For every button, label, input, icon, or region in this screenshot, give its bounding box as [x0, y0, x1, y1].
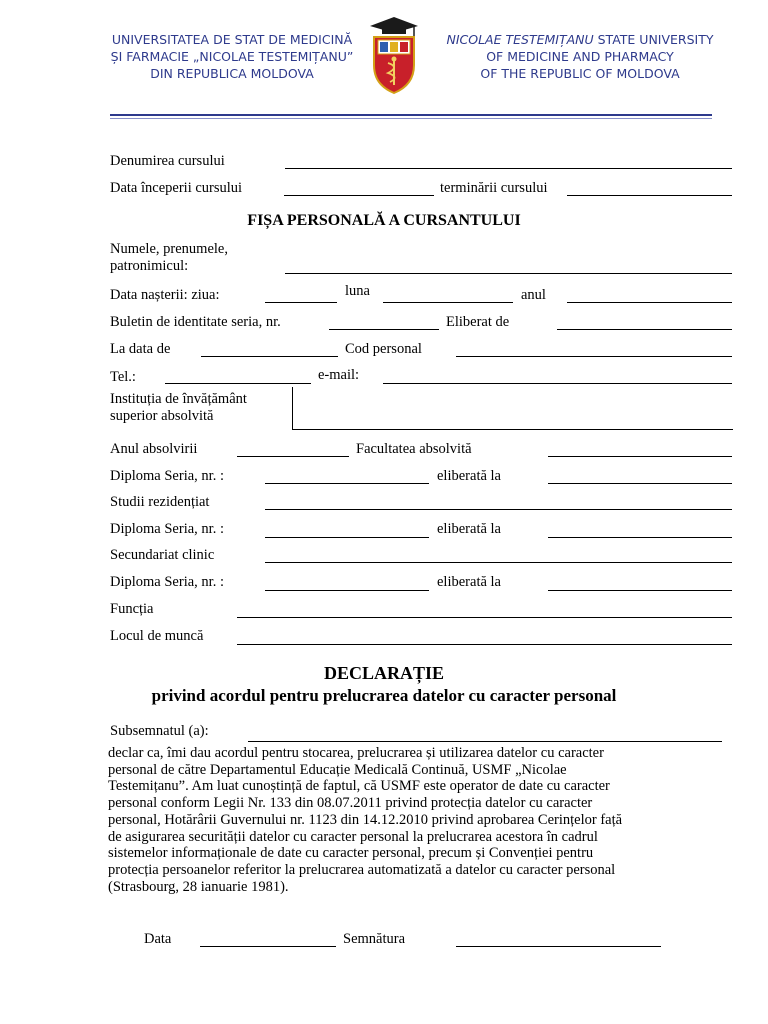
on-date-line[interactable]	[201, 356, 338, 357]
phone-label: Tel.:	[110, 369, 136, 385]
clinical-label: Secundariat clinic	[110, 547, 215, 563]
institution-label: Instituția de învățământ	[110, 391, 247, 407]
faculty-label: Facultatea absolvită	[356, 441, 472, 457]
residency-line[interactable]	[265, 509, 732, 510]
header-right-italic: NICOLAE TESTEMIȚANU	[446, 32, 594, 47]
course-name-line[interactable]	[285, 168, 732, 169]
diploma-label: Diploma Seria, nr. :	[110, 468, 224, 484]
faculty-line[interactable]	[548, 456, 732, 457]
diploma-line[interactable]	[265, 537, 429, 538]
clinical-line[interactable]	[265, 562, 732, 563]
issued-at-label: eliberată la	[437, 574, 501, 590]
declaration-subtitle: privind acordul pentru prelucrarea datelor cu caracter personal	[151, 686, 617, 705]
header-right-rest: STATE UNIVERSITY	[593, 32, 714, 47]
declaration-line: (Strasbourg, 28 ianuarie 1981).	[108, 878, 289, 895]
name-label: Numele, prenumele,	[110, 241, 228, 257]
institution-field[interactable]	[292, 387, 733, 430]
signee-line[interactable]	[248, 741, 722, 742]
issued-at-line[interactable]	[548, 483, 732, 484]
university-name-ro	[98, 31, 366, 82]
signature-line[interactable]	[456, 946, 661, 947]
declaration-line: sistemelor informaționale de date cu caracter personal, precum și Convenției pentru	[108, 845, 594, 862]
course-name-label: Denumirea cursului	[110, 153, 225, 169]
diploma-line[interactable]	[265, 590, 429, 591]
declaration-line: declar ca, îmi dau acordul pentru stocarea, prelucrarea și utilizarea datelor cu caracter	[108, 745, 604, 761]
personal-code-line[interactable]	[456, 356, 732, 357]
diploma-label: Diploma Seria, nr. :	[110, 574, 224, 590]
name-label-2: patronimicul:	[110, 258, 189, 274]
id-series-label: Buletin de identitate seria, nr.	[110, 314, 281, 330]
name-line[interactable]	[285, 273, 732, 274]
course-start-line[interactable]	[284, 195, 434, 196]
signature-label: Semnătura	[343, 931, 406, 947]
workplace-line[interactable]	[237, 644, 732, 645]
birth-month-line[interactable]	[383, 302, 513, 303]
header-left-line: ȘI FARMACIE „NICOLAE TESTEMIȚANU”	[110, 49, 354, 64]
grad-year-label: Anul absolvirii	[110, 441, 198, 457]
course-end-label: terminării cursului	[440, 180, 548, 196]
personal-code-label: Cod personal	[345, 341, 422, 357]
declaration-text	[108, 745, 714, 895]
email-line[interactable]	[383, 383, 732, 384]
issued-at-label: eliberată la	[437, 521, 501, 537]
declaration-line: protecția persoanelor referitor la prelucrarea automatizată a datelor cu caracter personal	[108, 861, 616, 878]
header-right-line	[424, 31, 736, 48]
header-divider	[110, 114, 712, 116]
declaration-line: personal conform Legii Nr. 133 din 08.07.2011 privind protecția datelor cu caracter	[108, 795, 593, 812]
position-label: Funcția	[110, 601, 154, 617]
institution-label-2: superior absolvită	[110, 408, 214, 424]
header-divider-thin	[110, 118, 712, 119]
course-end-line[interactable]	[567, 195, 732, 196]
phone-line[interactable]	[165, 383, 311, 384]
birth-month-label: luna	[345, 283, 370, 299]
date-line[interactable]	[200, 946, 336, 947]
id-series-line[interactable]	[329, 329, 439, 330]
course-start-label: Data începerii cursului	[110, 180, 243, 196]
birth-day-label: Data nașterii: ziua:	[110, 287, 220, 303]
birth-year-label: anul	[521, 287, 546, 303]
issued-by-line[interactable]	[557, 329, 732, 330]
email-label: e-mail:	[318, 367, 360, 383]
birth-year-line[interactable]	[567, 302, 732, 303]
declaration-title: DECLARAȚIE	[323, 663, 445, 683]
signee-label: Subsemnatul (a):	[110, 723, 209, 739]
header-left-line: UNIVERSITATEA DE STAT DE MEDICINĂ	[111, 32, 353, 47]
diploma-label: Diploma Seria, nr. :	[110, 521, 224, 537]
birth-day-line[interactable]	[265, 302, 337, 303]
form-title: FIȘA PERSONALĂ A CURSANTULUI	[247, 212, 521, 229]
declaration-line: personal de către Departamentul Educație Medicală Continuă, USMF „Nicolae	[108, 761, 567, 778]
date-label: Data	[144, 931, 172, 947]
issued-at-line[interactable]	[548, 537, 732, 538]
header-left-line: DIN REPUBLICA MOLDOVA	[150, 66, 314, 81]
header-right-line: OF MEDICINE AND PHARMACY	[486, 49, 674, 64]
grad-year-line[interactable]	[237, 456, 349, 457]
issued-at-line[interactable]	[548, 590, 732, 591]
residency-label: Studii rezidențiat	[110, 494, 210, 510]
workplace-label: Locul de muncă	[110, 628, 204, 644]
issued-by-label: Eliberat de	[446, 314, 510, 330]
university-crest-icon	[366, 15, 422, 95]
university-name-en	[424, 31, 736, 82]
declaration-line: de asigurarea securității datelor cu caracter personal la prelucrarea acestora în cadrul	[108, 828, 598, 845]
declaration-line: personal, Hotărârii Guvernului nr. 1123 din 14.12.2010 privind aprobarea Cerințelor față	[108, 811, 623, 828]
on-date-label: La data de	[110, 341, 171, 357]
diploma-line[interactable]	[265, 483, 429, 484]
issued-at-label: eliberată la	[437, 468, 501, 484]
position-line[interactable]	[237, 617, 732, 618]
header-right-line: OF THE REPUBLIC OF MOLDOVA	[480, 66, 680, 81]
declaration-line: Testemițanu”. Am luat cunoștință de faptul, că USMF este operator de date cu caracter	[108, 778, 610, 795]
